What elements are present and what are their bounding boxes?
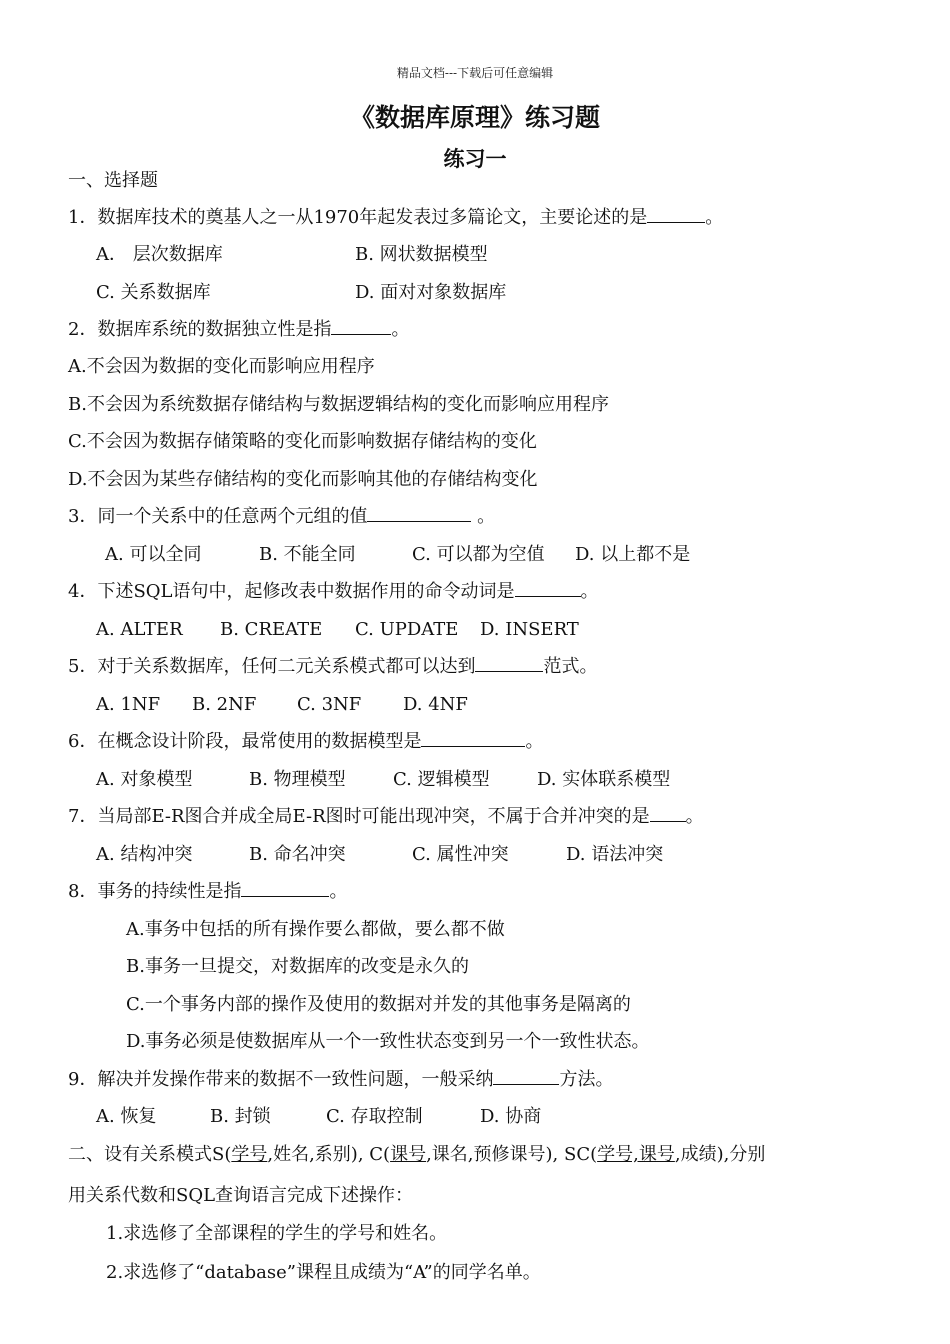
question-3: 3．同一个关系中的任意两个元组的值 。 bbox=[68, 506, 496, 527]
q9-option-b: B. 封锁 bbox=[210, 1106, 271, 1127]
q2-option-d: D.不会因为某些存储结构的变化而影响其他的存储结构变化 bbox=[68, 469, 538, 490]
q8-option-c: C.一个事务内部的操作及使用的数据对并发的其他事务是隔离的 bbox=[126, 994, 631, 1015]
q4-option-b: B. CREATE bbox=[220, 619, 323, 640]
q7-option-b: B. 命名冲突 bbox=[249, 844, 346, 865]
question-2: 2．数据库系统的数据独立性是指 。 bbox=[68, 319, 410, 340]
q2-option-c: C.不会因为数据存储策略的变化而影响数据存储结构的变化 bbox=[68, 431, 537, 452]
question-text: 6．在概念设计阶段，最常使用的数据模型是 bbox=[68, 731, 422, 752]
q5-option-d: D. 4NF bbox=[403, 694, 468, 715]
primary-key-c: 课号 bbox=[390, 1144, 427, 1165]
q4-option-d: D. INSERT bbox=[480, 619, 579, 640]
question-text: 4．下述SQL语句中，起修改表中数据作用的命令动词是 bbox=[68, 581, 515, 602]
answer-blank bbox=[515, 581, 581, 597]
q1-option-b: B. 网状数据模型 bbox=[355, 244, 488, 265]
answer-blank bbox=[331, 319, 391, 335]
q1-option-d: D. 面对对象数据库 bbox=[355, 282, 507, 303]
q3-option-c: C. 可以都为空值 bbox=[412, 544, 545, 565]
section-heading-choice: 一、选择题 bbox=[68, 170, 158, 191]
answer-blank bbox=[493, 1069, 559, 1085]
answer-blank bbox=[241, 881, 329, 897]
question-5: 5．对于关系数据库，任何二元关系模式都可以达到 范式。 bbox=[68, 656, 598, 677]
q2-option-b: B.不会因为系统数据存储结构与数据逻辑结构的变化而影响应用程序 bbox=[68, 394, 609, 415]
answer-blank bbox=[475, 656, 543, 672]
q4-option-c: C. UPDATE bbox=[355, 619, 459, 640]
question-8: 8．事务的持续性是指 。 bbox=[68, 881, 348, 902]
exercise-subtitle: 练习一 bbox=[443, 146, 507, 171]
q7-option-c: C. 属性冲突 bbox=[412, 844, 509, 865]
answer-blank bbox=[647, 207, 705, 223]
document-title: 《数据库原理》练习题 bbox=[349, 103, 600, 132]
question-text: 8．事务的持续性是指 bbox=[68, 881, 242, 902]
q1-option-a: A． 层次数据库 bbox=[96, 244, 223, 265]
q1-option-c: C. 关系数据库 bbox=[96, 282, 211, 303]
answer-blank bbox=[650, 806, 686, 822]
q8-option-d: D.事务必须是使数据库从一个一致性状态变到另一个一致性状态。 bbox=[126, 1031, 650, 1052]
q8-option-b: B.事务一旦提交，对数据库的改变是永久的 bbox=[126, 956, 469, 977]
question-text: 9．解决并发操作带来的数据不一致性问题，一般采纳 bbox=[68, 1069, 494, 1090]
section-2-item-1: 1.求选修了全部课程的学生的学号和姓名。 bbox=[106, 1223, 448, 1244]
section-2-intro-cont: 用关系代数和SQL查询语言完成下述操作： bbox=[68, 1185, 414, 1206]
q6-option-a: A. 对象模型 bbox=[96, 769, 193, 790]
question-text: 1．数据库技术的奠基人之一从1970年起发表过多篇论文，主要论述的是 bbox=[68, 207, 648, 228]
q3-option-a: A. 可以全同 bbox=[105, 544, 202, 565]
q6-option-d: D. 实体联系模型 bbox=[537, 769, 671, 790]
answer-blank bbox=[367, 506, 471, 522]
q6-option-c: C. 逻辑模型 bbox=[393, 769, 490, 790]
section-2-intro: 二、设有关系模式S(学号,姓名,系别), C(课号,课名,预修课号), SC(学号,课号,成绩),分别 bbox=[68, 1144, 766, 1165]
question-4: 4．下述SQL语句中，起修改表中数据作用的命令动词是 。 bbox=[68, 581, 599, 602]
q3-option-d: D. 以上都不是 bbox=[575, 544, 691, 565]
q3-option-b: B. 不能全同 bbox=[259, 544, 356, 565]
question-text: 5．对于关系数据库，任何二元关系模式都可以达到 bbox=[68, 656, 476, 677]
q4-option-a: A. ALTER bbox=[96, 619, 183, 640]
q7-option-d: D. 语法冲突 bbox=[566, 844, 664, 865]
question-7: 7．当局部E-R图合并成全局E-R图时可能出现冲突，不属于合并冲突的是 。 bbox=[68, 806, 704, 827]
question-text: 2．数据库系统的数据独立性是指 bbox=[68, 319, 332, 340]
q5-option-c: C. 3NF bbox=[297, 694, 362, 715]
question-text: 3．同一个关系中的任意两个元组的值 bbox=[68, 506, 368, 527]
q9-option-a: A. 恢复 bbox=[96, 1106, 157, 1127]
primary-key-s: 学号 bbox=[231, 1144, 268, 1165]
primary-key-sc: 学号,课号 bbox=[597, 1144, 675, 1165]
question-6: 6．在概念设计阶段，最常使用的数据模型是 。 bbox=[68, 731, 544, 752]
question-1: 1．数据库技术的奠基人之一从1970年起发表过多篇论文，主要论述的是 。 bbox=[68, 207, 724, 228]
q9-option-c: C. 存取控制 bbox=[326, 1106, 423, 1127]
q9-option-d: D. 协商 bbox=[480, 1106, 542, 1127]
page-header: 精品文档---下载后可任意编辑 bbox=[396, 66, 554, 80]
q7-option-a: A. 结构冲突 bbox=[96, 844, 193, 865]
q8-option-a: A.事务中包括的所有操作要么都做，要么都不做 bbox=[126, 919, 505, 940]
q5-option-b: B. 2NF bbox=[192, 694, 257, 715]
q2-option-a: A.不会因为数据的变化而影响应用程序 bbox=[68, 356, 375, 377]
q5-option-a: A. 1NF bbox=[96, 694, 161, 715]
section-2-item-2: 2.求选修了“database”课程且成绩为“A”的同学名单。 bbox=[106, 1262, 541, 1283]
answer-blank bbox=[421, 731, 525, 747]
question-9: 9．解决并发操作带来的数据不一致性问题，一般采纳 方法。 bbox=[68, 1069, 614, 1090]
q6-option-b: B. 物理模型 bbox=[249, 769, 346, 790]
question-text: 7．当局部E-R图合并成全局E-R图时可能出现冲突，不属于合并冲突的是 bbox=[68, 806, 650, 827]
